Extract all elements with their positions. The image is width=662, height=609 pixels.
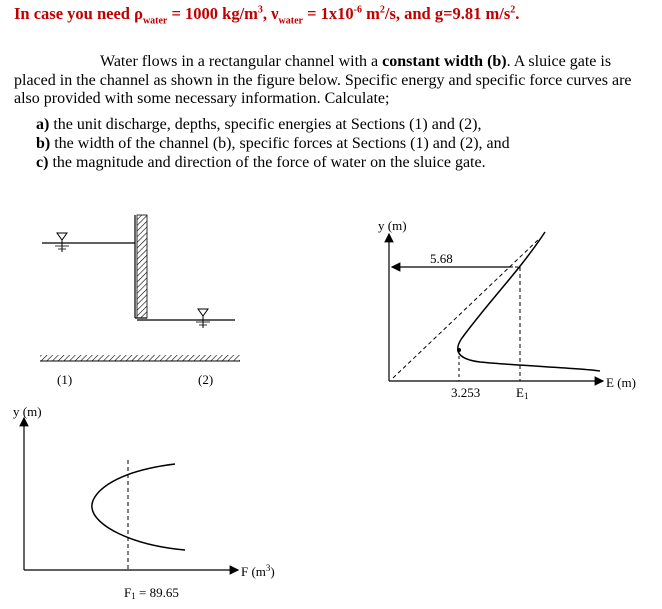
- energy-x-axis-label: E (m): [606, 375, 636, 390]
- force-y-axis-label: y (m): [13, 404, 42, 419]
- section-2-label: (2): [198, 372, 214, 387]
- sluice-gate: [137, 215, 147, 318]
- f1-tick-label: F1 = 89.65: [124, 585, 179, 601]
- specific-energy-chart: [378, 218, 636, 401]
- question-c: c) the magnitude and direction of the force of water on the sluice gate.: [36, 154, 486, 171]
- constant-width-emphasis: constant width (b): [382, 53, 507, 70]
- downstream-water-level-icon: [196, 309, 210, 328]
- emin-tick-label: 3.253: [451, 385, 481, 400]
- e1-tick-label: E1: [516, 385, 529, 401]
- critical-point: [457, 348, 461, 352]
- force-x-axis-label: F $(m^3)$: [241, 563, 275, 579]
- problem-statement: Water flows in a rectangular channel with a constant width (b). A sluice gate is placed in the channel as shown in the figure below. Specific energy and specific force curves are also provided with some necessary information. Calculate;: [14, 53, 632, 107]
- specific-energy-curve: [458, 232, 600, 371]
- channel-bed: [40, 355, 240, 361]
- question-a: a) the unit discharge, depths, specific energies at Sections (1) and (2),: [36, 116, 482, 133]
- specific-force-chart: [13, 404, 275, 601]
- section-1-label: (1): [57, 372, 73, 387]
- given-values-header: In case you need $\rho_{water} = 1000$ $kg/m^3$, $\nu_{water} = 1x10^{-6}$ $m^2/s$, and g=9.81 $m/s^2$.: [14, 4, 520, 27]
- sluice-gate-figure: [40, 215, 240, 387]
- energy-y-axis-label: y (m): [378, 218, 407, 233]
- energy-45deg-line: [393, 238, 540, 378]
- arrow-value-label: 5.68: [430, 251, 453, 266]
- question-b: b) the width of the channel (b), specific forces at Sections (1) and (2), and: [36, 135, 510, 152]
- specific-force-curve: [92, 464, 185, 550]
